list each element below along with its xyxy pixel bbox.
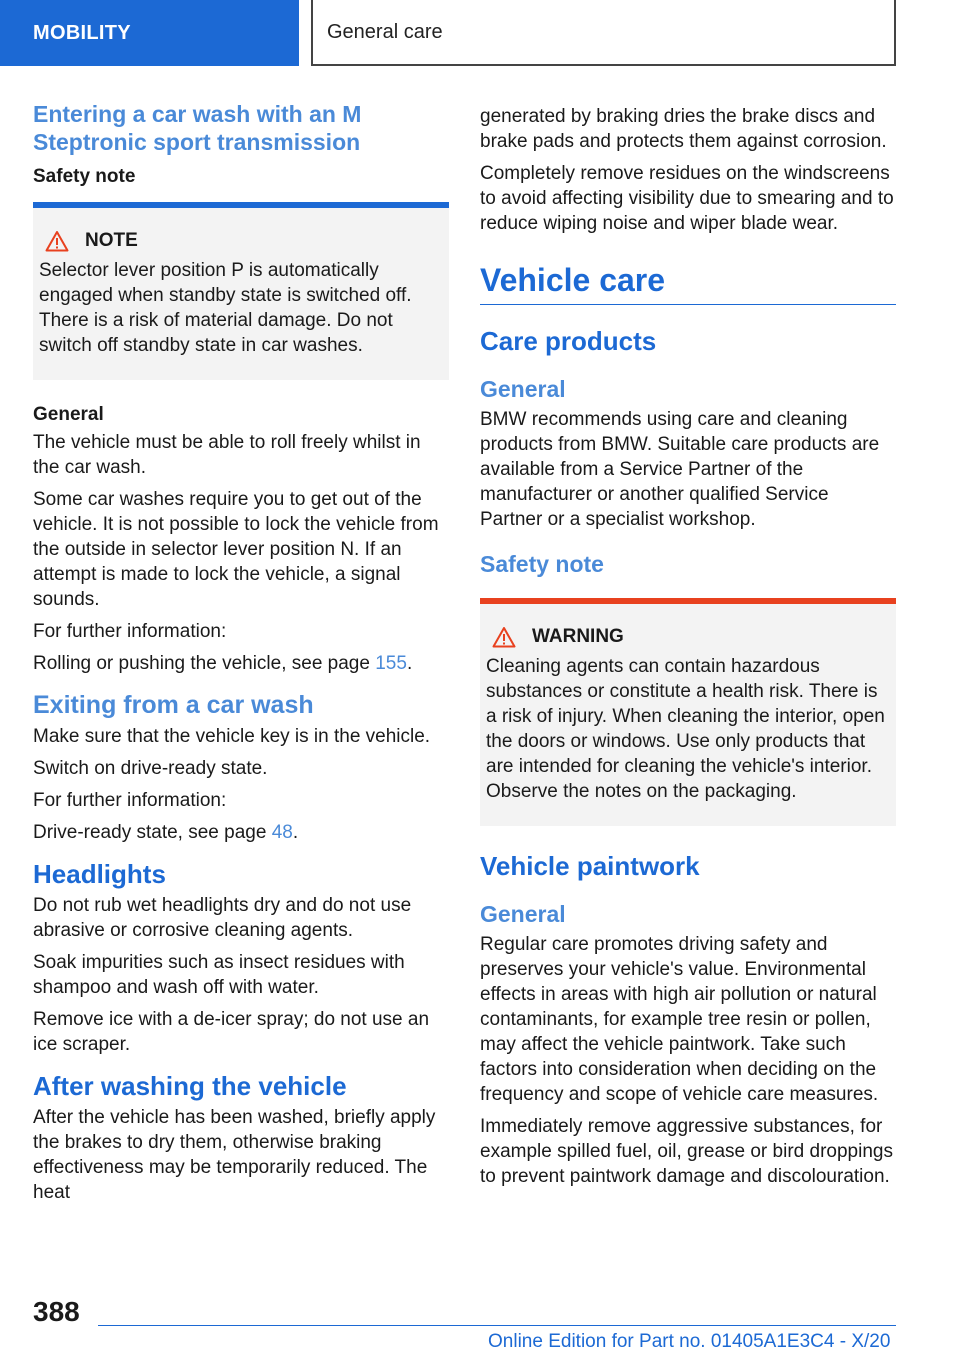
footer-edition: Online Edition for Part no. 01405A1E3C4 - X/20 <box>488 1331 891 1352</box>
paragraph-crossref: Drive-ready state, see page 48. <box>33 822 299 843</box>
heading-general: General <box>480 901 566 927</box>
heading-safety-note: Safety note <box>480 551 604 577</box>
heading-vehicle-care: Vehicle care <box>480 260 896 305</box>
heading-general: General <box>480 376 566 402</box>
header-section-label: MOBILITY <box>33 21 131 44</box>
crossref-text: Rolling or pushing the vehicle, see page <box>33 653 376 674</box>
note-box <box>33 202 449 380</box>
general-label: General <box>33 404 104 425</box>
warning-triangle-icon <box>492 626 516 648</box>
note-text: Selector lever position P is automatically engaged when standby state is switched off. There is a risk of material damage. Do not switch off standby state in car washes. <box>39 260 412 356</box>
heading-care-products: Care products <box>480 326 657 356</box>
paragraph: After the vehicle has been washed, briefly apply the brakes to dry them, otherwise braking effectiveness may be temporarily reduced. The heat <box>33 1107 436 1203</box>
warning-title: WARNING <box>532 626 624 647</box>
warning-text: Cleaning agents can contain hazardous substances or constitute a health risk. There is a risk of injury. When cleaning the interior, open the doors or windows. Use only products that are intended for cleaning the vehicle's interior. Observe the notes on the packaging. <box>486 656 885 802</box>
heading-after-washing: After washing the vehicle <box>33 1071 347 1101</box>
right-column <box>480 104 896 1196</box>
page-number: 388 <box>33 1296 80 1327</box>
paragraph: Switch on drive-ready state. <box>33 758 268 779</box>
paragraph: Remove ice with a de-icer spray; do not use an ice scraper. <box>33 1009 430 1055</box>
footer-divider <box>98 1325 896 1326</box>
paragraph: For further information: <box>33 790 227 811</box>
paragraph: Some car washes require you to get out of the vehicle. It is not possible to lock the vehicle from the outside in selector lever position N. If an attempt is made to lock the vehicle, a signal sounds. <box>33 489 439 610</box>
paragraph: Immediately remove aggressive substances, for example spilled fuel, oil, grease or bird droppings to prevent paintwork damage and discolouration. <box>480 1116 893 1187</box>
note-title: NOTE <box>85 230 138 251</box>
warning-box <box>480 598 896 826</box>
paragraph-crossref: Rolling or pushing the vehicle, see page 155. <box>33 653 413 674</box>
paragraph: Soak impurities such as insect residues with shampoo and wash off with water. <box>33 952 405 998</box>
heading-exiting-car-wash: Exiting from a car wash <box>33 691 314 719</box>
header-chapter-tab <box>311 0 896 66</box>
paragraph: Regular care promotes driving safety and preserves your vehicle's value. Environmental effects in areas with high air pollution or natural contaminants, for example tree resin or pollen, may affect the vehicle paintwork. Take such factors into consideration when deciding on the frequency and scope of vehicle care measures. <box>480 934 879 1105</box>
paragraph: Do not rub wet headlights dry and do not use abrasive or corrosive cleaning agents. <box>33 895 412 941</box>
warning-triangle-icon <box>45 230 69 252</box>
paragraph: BMW recommends using care and cleaning products from BMW. Suitable care products are available from a Service Partner of the manufacturer or another qualified Service Partner or a specialist workshop. <box>480 409 880 530</box>
note-title-row <box>39 230 443 252</box>
left-column <box>33 100 449 1212</box>
heading-vehicle-paintwork: Vehicle paintwork <box>480 851 700 881</box>
heading-car-wash-steptronic: Entering a car wash with an M Steptronic sport transmission <box>33 101 362 155</box>
paragraph: For further information: <box>33 621 227 642</box>
page-link-155[interactable]: 155 <box>375 653 407 674</box>
page-link-48[interactable]: 48 <box>271 822 293 843</box>
heading-headlights: Headlights <box>33 859 166 889</box>
header-section-tab <box>0 0 299 66</box>
paragraph: generated by braking dries the brake discs and brake pads and protects them against corrosion. <box>480 106 887 152</box>
paragraph: Make sure that the vehicle key is in the vehicle. <box>33 726 431 747</box>
paragraph: Completely remove residues on the windscreens to avoid affecting visibility due to smearing and to reduce wiping noise and wiper blade wear. <box>480 163 894 234</box>
safety-note-label: Safety note <box>33 166 136 187</box>
header-chapter-label: General care <box>327 20 443 43</box>
warning-title-row <box>486 626 890 648</box>
paragraph: The vehicle must be able to roll freely whilst in the car wash. <box>33 432 421 478</box>
crossref-text: Drive-ready state, see page <box>33 822 272 843</box>
